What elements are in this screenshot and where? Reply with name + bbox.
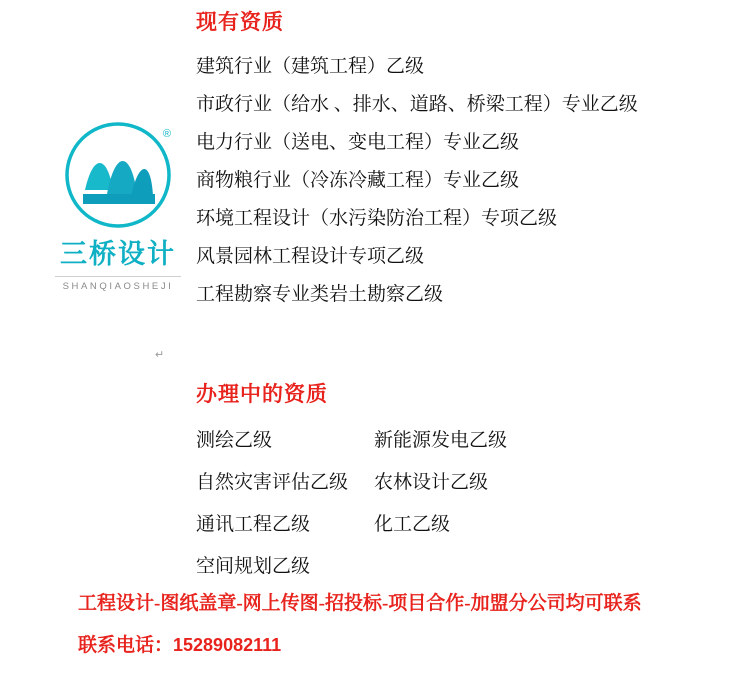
list-item: 农林设计乙级 xyxy=(374,472,489,493)
processing-qualifications-list xyxy=(196,420,616,588)
phone-label: 联系电话： xyxy=(78,635,174,656)
list-item: 环境工程设计（水污染防治工程）专项乙级 xyxy=(196,208,558,229)
logo-wave-icon xyxy=(63,120,173,230)
list-item: 市政行业（给水 、排水、道路、桥梁工程）专业乙级 xyxy=(196,94,638,115)
list-item: 电力行业（送电、变电工程）专业乙级 xyxy=(196,132,520,153)
footer-phone xyxy=(78,630,281,657)
list-row xyxy=(196,462,616,504)
list-item: 新能源发电乙级 xyxy=(374,430,508,451)
list-row xyxy=(196,420,616,462)
current-qualifications-heading: 现有资质 xyxy=(196,10,284,34)
list-row xyxy=(196,504,616,546)
registered-mark-icon: ® xyxy=(162,128,171,140)
list-item: 自然灾害评估乙级 xyxy=(196,472,349,493)
list-item: 建筑行业（建筑工程）乙级 xyxy=(196,56,425,77)
logo-divider xyxy=(55,276,181,277)
current-qualifications-list xyxy=(196,48,716,314)
list-item: 商物粮行业（冷冻冷藏工程）专业乙级 xyxy=(196,170,520,191)
processing-qualifications-heading: 办理中的资质 xyxy=(196,382,328,406)
company-logo xyxy=(48,120,188,292)
list-item xyxy=(374,546,594,588)
list-item: 化工乙级 xyxy=(374,514,451,535)
stray-mark: ↵ xyxy=(155,349,165,361)
footer-services-text: 工程设计-图纸盖章-网上传图-招投标-项目合作-加盟分公司均可联系 xyxy=(78,593,642,614)
phone-number: 15289082111 xyxy=(173,635,282,655)
list-item: 风景园林工程设计专项乙级 xyxy=(196,246,425,267)
logo-company-name: 三桥设计 xyxy=(60,239,176,269)
list-item: 测绘乙级 xyxy=(196,430,273,451)
list-row xyxy=(196,546,616,588)
list-item: 空间规划乙级 xyxy=(196,556,311,577)
list-item: 通讯工程乙级 xyxy=(196,514,311,535)
list-item: 工程勘察专业类岩土勘察乙级 xyxy=(196,284,444,305)
logo-pinyin: SHANQIAOSHEJI xyxy=(62,281,174,292)
